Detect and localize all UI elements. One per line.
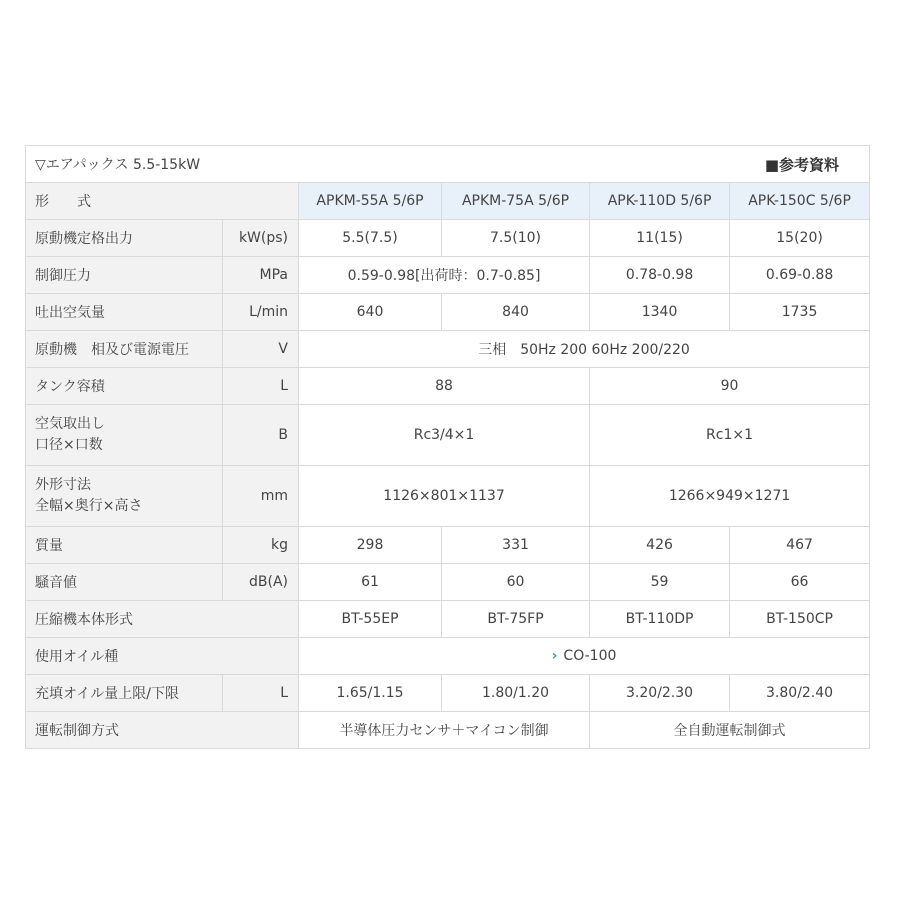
row-label: 原動機定格出力: [26, 220, 223, 257]
cell-value: 1126×801×1137: [299, 466, 590, 527]
cell-value: 全自動運転制御式: [590, 712, 870, 749]
model-name: APK-110D 5/6P: [590, 183, 730, 220]
chevron-right-icon: ›: [551, 648, 558, 664]
table-row: [26, 601, 870, 638]
cell-value: 1735: [730, 294, 870, 331]
row-unit: B: [223, 405, 299, 466]
row-label-line: 全幅×奥行×高さ: [35, 498, 143, 514]
spec-table: [25, 145, 870, 749]
row-label: 運転制御方式: [26, 712, 299, 749]
table-row: [26, 466, 870, 527]
cell-value: 640: [299, 294, 442, 331]
cell-value: 1.65/1.15: [299, 675, 442, 712]
cell-value: 298: [299, 527, 442, 564]
row-unit: L: [223, 368, 299, 405]
row-label: タンク容積: [26, 368, 223, 405]
table-row: [26, 220, 870, 257]
cell-value: 0.69-0.88: [730, 257, 870, 294]
table-row: [26, 368, 870, 405]
cell-value: 467: [730, 527, 870, 564]
row-label: 騒音値: [26, 564, 223, 601]
row-unit: kg: [223, 527, 299, 564]
cell-value: 840: [442, 294, 590, 331]
row-label-line: 空気取出し: [35, 416, 105, 432]
row-unit: kW(ps): [223, 220, 299, 257]
model-header-label: 形 式: [26, 183, 299, 220]
row-label-line: 口径×口数: [35, 437, 103, 453]
oil-type-cell: [299, 638, 870, 675]
row-unit: mm: [223, 466, 299, 527]
row-label-line: 外形寸法: [35, 477, 91, 493]
cell-value: BT-150CP: [730, 601, 870, 638]
cell-value: 3.20/2.30: [590, 675, 730, 712]
row-unit: MPa: [223, 257, 299, 294]
cell-value: 15(20): [730, 220, 870, 257]
cell-value: BT-75FP: [442, 601, 590, 638]
model-name: APK-150C 5/6P: [730, 183, 870, 220]
row-label: 充填オイル量上限/下限: [26, 675, 223, 712]
cell-value: 5.5(7.5): [299, 220, 442, 257]
row-label: 原動機 相及び電源電圧: [26, 331, 223, 368]
row-label: 制御圧力: [26, 257, 223, 294]
table-row: [26, 675, 870, 712]
table-row: [26, 257, 870, 294]
cell-value: 66: [730, 564, 870, 601]
reference-label: ■参考資料: [590, 146, 870, 183]
cell-value: 半導体圧力センサ＋マイコン制御: [299, 712, 590, 749]
table-row: [26, 638, 870, 675]
table-row: [26, 527, 870, 564]
table-row: [26, 294, 870, 331]
cell-value: 0.59-0.98[出荷時：0.7-0.85]: [299, 257, 590, 294]
model-header-row: [26, 183, 870, 220]
cell-value: 88: [299, 368, 590, 405]
cell-value: 0.78-0.98: [590, 257, 730, 294]
cell-value: 60: [442, 564, 590, 601]
cell-value: 90: [590, 368, 870, 405]
model-name: APKM-75A 5/6P: [442, 183, 590, 220]
row-label: 吐出空気量: [26, 294, 223, 331]
cell-value: 59: [590, 564, 730, 601]
table-row: [26, 331, 870, 368]
table-row: [26, 405, 870, 466]
row-unit: L: [223, 675, 299, 712]
row-label: 質量: [26, 527, 223, 564]
cell-value: 7.5(10): [442, 220, 590, 257]
cell-value: BT-110DP: [590, 601, 730, 638]
cell-value: 3.80/2.40: [730, 675, 870, 712]
row-unit: V: [223, 331, 299, 368]
row-unit: dB(A): [223, 564, 299, 601]
cell-value: 426: [590, 527, 730, 564]
cell-value: 11(15): [590, 220, 730, 257]
table-row: [26, 564, 870, 601]
cell-value: Rc1×1: [590, 405, 870, 466]
cell-value: Rc3/4×1: [299, 405, 590, 466]
cell-value: 331: [442, 527, 590, 564]
cell-value: 三相 50Hz 200 60Hz 200/220: [299, 331, 870, 368]
row-label: [26, 405, 223, 466]
row-label: [26, 466, 223, 527]
title-row: [26, 146, 870, 183]
table-row: [26, 712, 870, 749]
row-label: 圧縮機本体形式: [26, 601, 299, 638]
cell-value: 61: [299, 564, 442, 601]
table-title: ▽エアパックス 5.5-15kW: [26, 146, 590, 183]
model-name: APKM-55A 5/6P: [299, 183, 442, 220]
cell-value: 1266×949×1271: [590, 466, 870, 527]
row-unit: L/min: [223, 294, 299, 331]
cell-value: 1340: [590, 294, 730, 331]
cell-value: 1.80/1.20: [442, 675, 590, 712]
cell-value: BT-55EP: [299, 601, 442, 638]
row-label: 使用オイル種: [26, 638, 299, 675]
cell-value: CO-100: [563, 648, 617, 664]
